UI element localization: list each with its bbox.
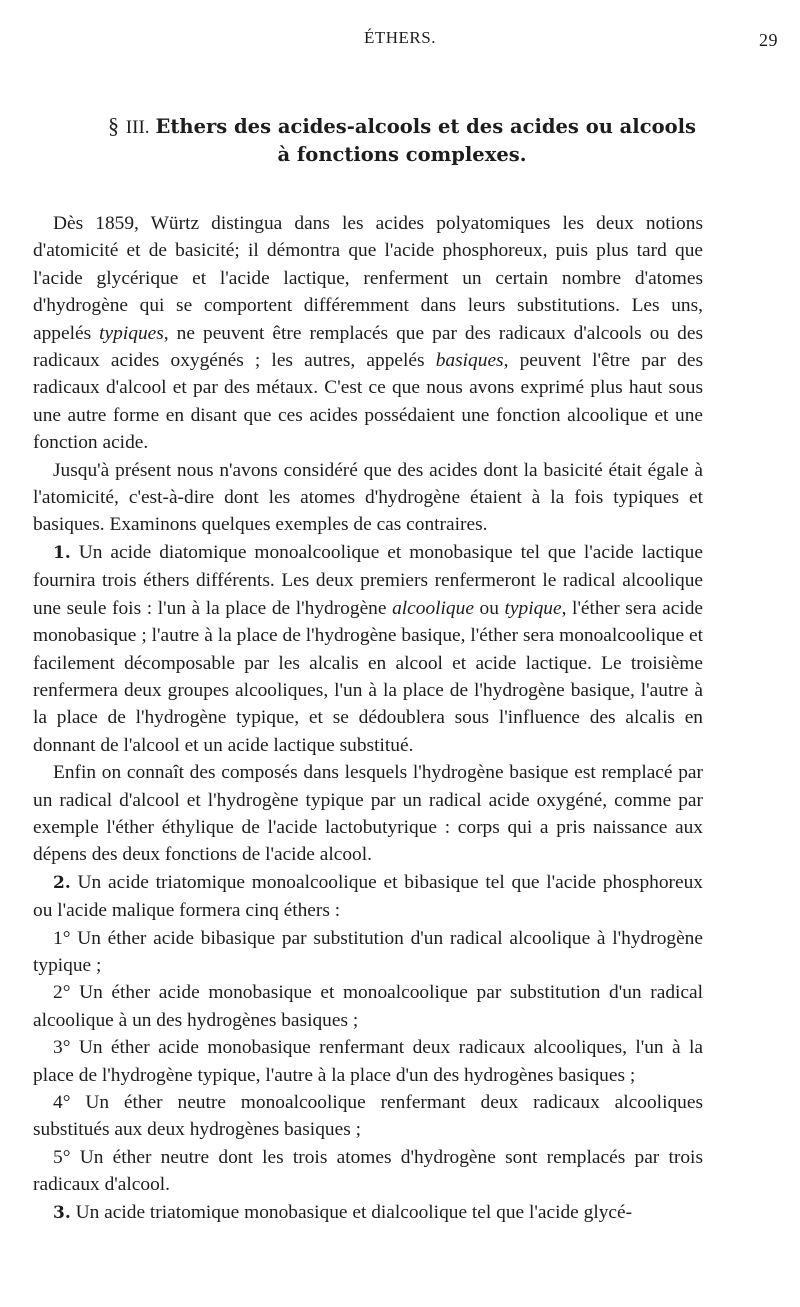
list-item [33,1144,703,1199]
p5-number: 2. [53,872,71,893]
p3-text-b: ou [473,597,505,619]
list-item [33,1034,703,1089]
item-text: Un éther acide monobasique et monoalcoolique par substitution d'un radical alcoolique à un des hydrogènes basiques ; [33,982,703,1031]
p6-number: 3. [53,1202,71,1223]
body-text [33,210,703,1227]
section-heading [62,112,742,168]
section-mark: § [108,113,119,138]
list-item [33,925,703,980]
paragraph-6 [33,1199,703,1227]
p5-text-a: Un acide triatomique monoalcoolique et bibasique tel que l'acide phosphoreux ou l'acide malique formera cinq éthers : [33,871,703,922]
paragraph-5 [33,869,703,925]
p1-text-c: , peuvent l'être par des radicaux d'alcool et par des métaux. C'est ce que nous avons exprimé plus haut sous une autre forme en disant que ces acides possédaient une fonction alcoolique et une fonction acide. [33,350,703,454]
p3-number: 1. [53,542,71,563]
item-number: 2° [53,982,71,1004]
running-head-title: ÉTHERS. [364,28,436,47]
p3-text-c: , l'éther sera acide monobasique ; l'autre à la place de l'hydrogène basique, l'éther sera monoalcoolique et facilement décomposable par les alcalis en alcool et acide lactique. Le troisième renfermera deux groupes alcooliques, l'un à la place de l'hydrogène basique, l'autre à la place de l'hydrogène typique, et se dédoublera sous l'influence des alcalis en donnant de l'alcool et un acide lactique substitué. [33,597,703,756]
paragraph-4: Enfin on connaît des composés dans lesquels l'hydrogène basique est remplacé par un radical d'alcool et l'hydrogène typique par un radical acide oxygéné, comme par exemple l'éther éthylique de l'acide lactobutyrique : corps qui a pris naissance aux dépens des deux fonctions de l'acide alcool. [33,762,703,866]
item-number: 3° [53,1037,71,1059]
item-text: Un éther neutre dont les trois atomes d'hydrogène sont remplacés par trois radicaux d'alcool. [33,1146,703,1196]
item-number: 4° [53,1092,71,1113]
paragraph-1 [33,210,703,457]
p1-text-a: Dès 1859, Würtz distingua dans les acides polyatomiques les deux notions d'atomicité et de basicité; il démontra que l'acide phosphoreux, puis plus tard que l'acide glycérique et l'acide lactique, renferment un certain nombre d'atomes d'hydrogène qui se comportent différemment dans leurs substitutions. Les uns, appelés [33,213,703,344]
p1-italic-typiques: typiques [99,322,164,344]
paragraph-3 [33,539,703,759]
p1-text-b: , ne peuvent être remplacés que par des radicaux d'alcools ou des radicaux acides oxygénés ; les autres, appelés [33,322,703,372]
item-text: Un éther neutre monoalcoolique renfermant deux radicaux alcooliques substitués aux deux hydrogènes basiques ; [33,1092,703,1141]
p3-italic-alcoolique: alcoolique [392,597,474,619]
page-number: 29 [759,30,778,50]
running-head [0,28,800,52]
p3-italic-typique: typique [504,597,562,619]
p6-text-a: Un acide triatomique monobasique et dialcoolique tel que l'acide glycé- [70,1201,633,1223]
p1-italic-basiques: basiques [435,350,504,372]
paragraph-2: Jusqu'à présent nous n'avons considéré que des acides dont la basicité était égale à l'atomicité, c'est-à-dire dont les atomes d'hydrogène étaient à la fois typiques et basiques. Examinons quelques exemples de cas contraires. [33,459,703,536]
item-text: Un éther acide bibasique par substitution d'un radical alcoolique à l'hydrogène typique ; [33,927,703,976]
item-number: 1° [53,927,71,949]
item-number: 5° [53,1146,71,1168]
section-title-line1: Ethers des acides-alcools et des acides ou alcools [155,115,696,138]
section-title-line2: à fonctions complexes. [277,143,527,166]
p3-text-a: Un acide diatomique monoalcoolique et monobasique tel que l'acide lactique fournira trois éthers différents. Les deux premiers renfermeront le radical alcoolique une seule fois : l'un à la place de l'hydrogène [33,541,703,619]
item-text: Un éther acide monobasique renfermant deux radicaux alcooliques, l'un à la place de l'hydrogène typique, l'autre à la place d'un des hydrogènes basiques ; [33,1037,703,1086]
list-item [33,979,703,1034]
list-item [33,1089,703,1144]
section-number: III. [125,117,150,138]
